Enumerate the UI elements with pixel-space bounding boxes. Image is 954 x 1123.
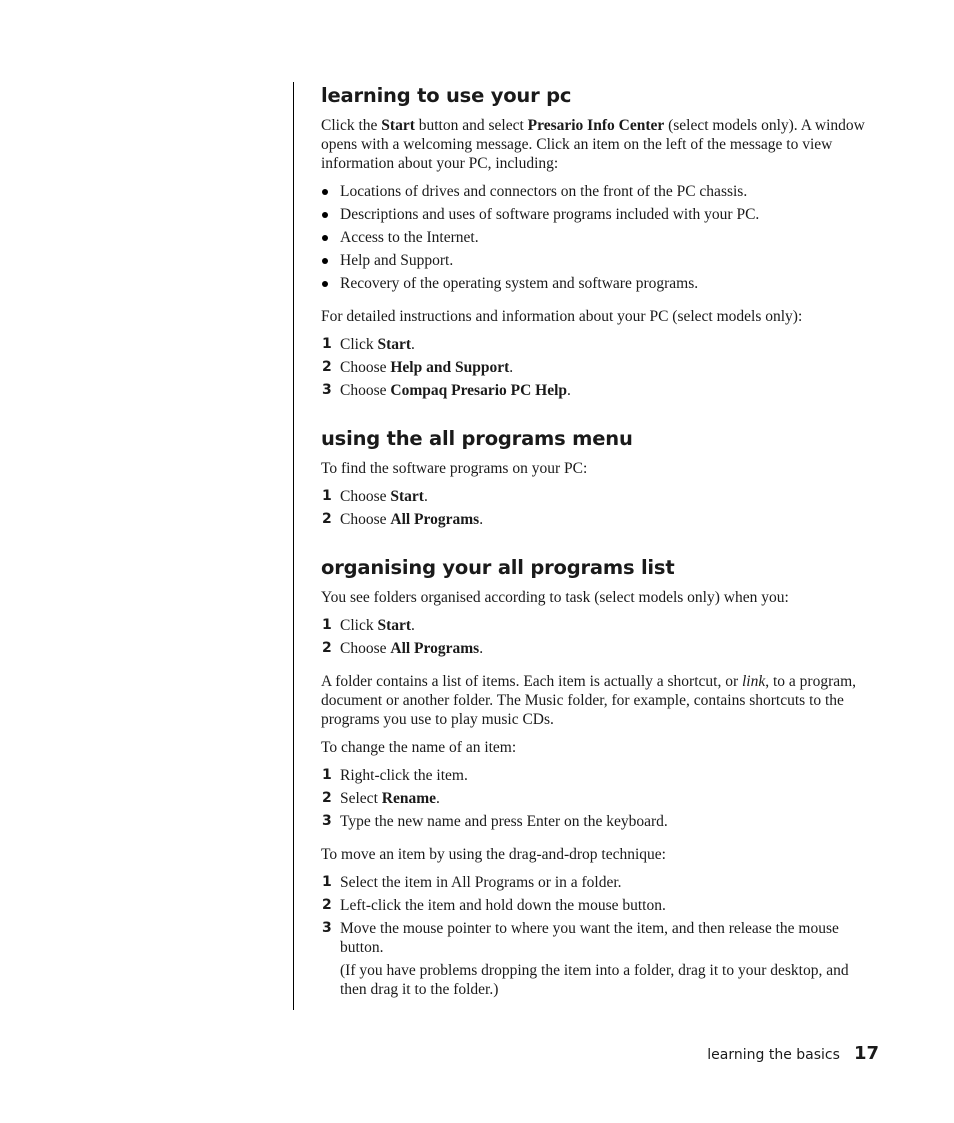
step-item: 3 Type the new name and press Enter on the keyboard.: [322, 813, 668, 830]
paragraph: To move an item by using the drag-and-drop technique:: [321, 846, 666, 863]
list-item: Locations of drives and connectors on the front of the PC chassis.: [321, 182, 866, 201]
step-number: 3: [322, 382, 332, 398]
page-content: [321, 84, 866, 1013]
step-number: 3: [322, 920, 332, 936]
page-number: 17: [853, 1043, 879, 1064]
paragraph: To find the software programs on your PC:: [321, 460, 588, 477]
step-item: 2 Choose Help and Support.: [322, 359, 514, 376]
step-list: [321, 616, 866, 658]
step-number: 2: [322, 511, 332, 527]
step-item: 3 Choose Compaq Presario PC Help.: [322, 382, 571, 399]
bullet-list: [321, 182, 866, 293]
paragraph: To change the name of an item:: [321, 739, 517, 756]
heading-learning-to-use-your-pc: learning to use your pc: [321, 84, 572, 107]
paragraph: Click the Start button and select Presario Info Center (select models only). A window opens with a welcoming message. Click an item on the left of the message to view information about your PC, including:: [321, 117, 865, 172]
paragraph: You see folders organised according to task (select models only) when you:: [321, 589, 789, 606]
step-number: 2: [322, 897, 332, 913]
list-item: Help and Support.: [321, 251, 866, 270]
step-item: 1 Select the item in All Programs or in a folder.: [322, 874, 622, 891]
step-number: 3: [322, 813, 332, 829]
step-item: 3 Move the mouse pointer to where you want the item, and then release the mouse button. (If you have problems dropping the item into a folder, drag it to your desktop, and then drag it to the folder.): [321, 919, 866, 999]
list-item: Access to the Internet.: [321, 228, 866, 247]
list-item: Descriptions and uses of software programs included with your PC.: [321, 205, 866, 224]
step-number: 1: [322, 488, 332, 504]
paragraph: A folder contains a list of items. Each item is actually a shortcut, or link, to a program, document or another folder. The Music folder, for example, contains shortcuts to the programs you use to play music CDs.: [321, 673, 857, 728]
step-number: 2: [322, 640, 332, 656]
paragraph: For detailed instructions and information about your PC (select models only):: [321, 308, 803, 325]
step-item: 1 Right-click the item.: [322, 767, 468, 784]
list-item: Recovery of the operating system and software programs.: [321, 274, 866, 293]
step-list: [321, 487, 866, 529]
page-footer: [707, 1043, 879, 1064]
step-number: 2: [322, 790, 332, 806]
step-item: 2 Left-click the item and hold down the mouse button.: [322, 897, 666, 914]
step-number: 1: [322, 617, 332, 633]
margin-rule: [293, 82, 294, 1010]
step-number: 1: [322, 874, 332, 890]
step-number: 2: [322, 359, 332, 375]
step-item: 2 Choose All Programs.: [322, 511, 484, 528]
step-number: 1: [322, 336, 332, 352]
step-item: 2 Choose All Programs.: [322, 640, 484, 657]
step-list: [321, 335, 866, 400]
step-list: [321, 766, 866, 831]
footer-section-label: learning the basics: [707, 1047, 840, 1063]
step-number: 1: [322, 767, 332, 783]
step-list: [321, 873, 866, 999]
step-item: 1 Click Start.: [322, 336, 415, 353]
heading-using-the-all-programs-menu: using the all programs menu: [321, 427, 633, 450]
step-item: 2 Select Rename.: [322, 790, 440, 807]
heading-organising-your-all-programs-list: organising your all programs list: [321, 556, 675, 579]
step-item: 1 Choose Start.: [322, 488, 428, 505]
step-item: 1 Click Start.: [322, 617, 415, 634]
step-note: (If you have problems dropping the item into a folder, drag it to your desktop, and then drag it to the folder.): [340, 962, 849, 998]
